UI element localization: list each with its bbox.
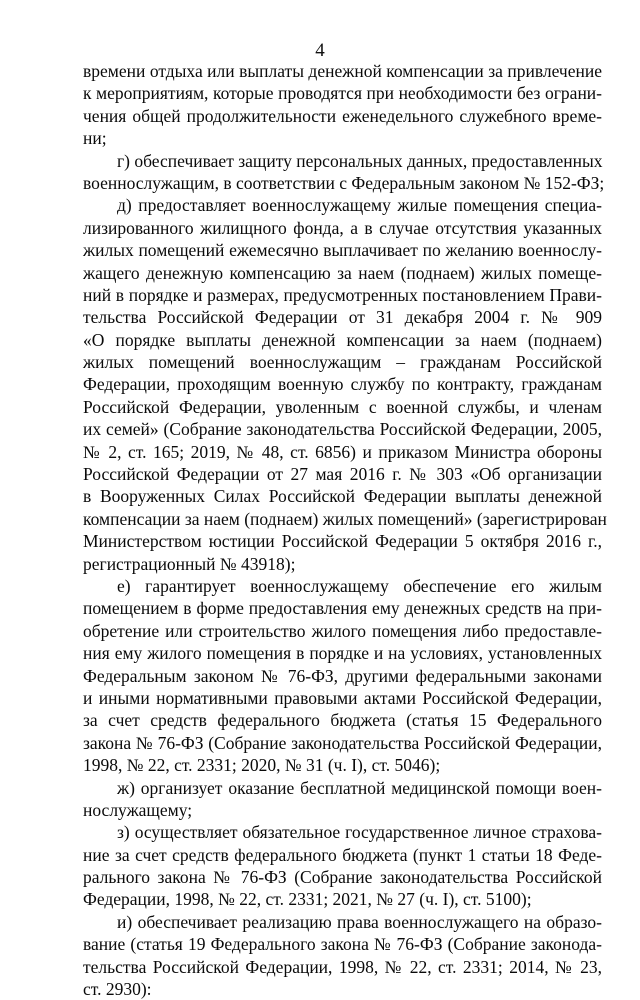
- text-line: к мероприятиям, которые проводятся при необходимости без ограни-: [83, 83, 602, 104]
- text-line: ст. 2930):: [83, 979, 152, 1000]
- text-line: № 2, ст. 165; 2019, № 48, ст. 6856) и приказом Министра обороны: [83, 441, 602, 462]
- text-line: «О порядке выплаты денежной компенсации за наем (поднаем): [83, 329, 602, 350]
- text-line: регистрационный № 43918);: [83, 553, 296, 574]
- text-line: жилых помещений ежемесячно выплачивает по желанию военнослу-: [83, 240, 602, 261]
- document-body: [83, 60, 607, 1000]
- text-line: Министерством юстиции Российской Федерации 5 октября 2016 г.,: [83, 531, 602, 552]
- text-line: компенсации за наем (поднаем) жилых помещений» (зарегистрирован: [83, 508, 607, 529]
- text-line: и иными нормативными правовыми актами Российской Федерации,: [83, 687, 602, 708]
- text-line: д) предоставляет военнослужащему жилые помещения специа-: [117, 195, 602, 216]
- text-line: чения общей продолжительности еженедельного служебного време-: [83, 105, 602, 126]
- text-line: их семей» (Собрание законодательства Российской Федерации, 2005,: [83, 419, 602, 440]
- text-line: ний в порядке и размерах, предусмотренных постановлением Прави-: [83, 284, 602, 305]
- page-number: 4: [315, 40, 325, 61]
- text-line: рального закона № 76-ФЗ (Собрание законодательства Российской: [83, 867, 602, 888]
- text-line: помещением в форме предоставления ему денежных средств на при-: [83, 598, 602, 619]
- text-line: з) осуществляет обязательное государственное личное страхова-: [117, 822, 602, 843]
- text-line: и) обеспечивает реализацию права военнослужащего на образо-: [117, 911, 602, 932]
- text-line: Российской Федерации от 27 мая 2016 г. № 303 «Об организации: [83, 464, 602, 485]
- text-line: г) обеспечивает защиту персональных данных, предоставленных: [117, 150, 603, 171]
- text-line: закона № 76-ФЗ (Собрание законодательства Российской Федерации,: [83, 732, 602, 753]
- text-line: в Вооруженных Силах Российской Федерации выплаты денежной: [83, 486, 602, 507]
- text-line: обретение или строительство жилого помещения либо предоставле-: [83, 620, 602, 641]
- text-line: лизированного жилищного фонда, а в случае отсутствия указанных: [83, 217, 602, 238]
- text-line: военнослужащим, в соответствии с Федеральным законом № 152-ФЗ;: [83, 172, 605, 193]
- text-line: Федерации, 1998, № 22, ст. 2331; 2021, № 27 (ч. I), ст. 5100);: [83, 889, 532, 910]
- text-line: Федеральным законом № 76-ФЗ, другими федеральными законами: [83, 665, 602, 686]
- text-line: ния ему жилого помещения в порядке и на условиях, установленных: [83, 643, 602, 664]
- text-line: за счет средств федерального бюджета (статья 15 Федерального: [83, 710, 602, 731]
- text-line: е) гарантирует военнослужащему обеспечение его жилым: [117, 575, 602, 596]
- text-line: ние за счет средств федерального бюджета (пункт 1 статьи 18 Феде-: [83, 844, 602, 865]
- text-line: Федерации, проходящим военную службу по контракту, гражданам: [83, 374, 602, 395]
- text-line: вание (статья 19 Федерального закона № 76-ФЗ (Собрание законода-: [83, 934, 602, 955]
- text-line: ни;: [83, 128, 107, 149]
- text-line: жилых помещений военнослужащим – гражданам Российской: [83, 352, 602, 373]
- text-line: тельства Российской Федерации, 1998, № 22, ст. 2331; 2014, № 23,: [83, 956, 602, 977]
- text-line: ж) организует оказание бесплатной медицинской помощи воен-: [117, 777, 602, 798]
- text-line: тельства Российской Федерации от 31 декабря 2004 г. № 909: [83, 307, 602, 328]
- text-line: времени отдыха или выплаты денежной компенсации за привлечение: [83, 61, 602, 81]
- text-line: 1998, № 22, ст. 2331; 2020, № 31 (ч. I), ст. 5046);: [83, 755, 441, 776]
- text-line: нослужащему;: [83, 799, 193, 820]
- text-line: жащего денежную компенсацию за наем (поднаем) жилых помеще-: [83, 262, 602, 283]
- text-line: Российской Федерации, уволенным с военной службы, и членам: [83, 396, 602, 417]
